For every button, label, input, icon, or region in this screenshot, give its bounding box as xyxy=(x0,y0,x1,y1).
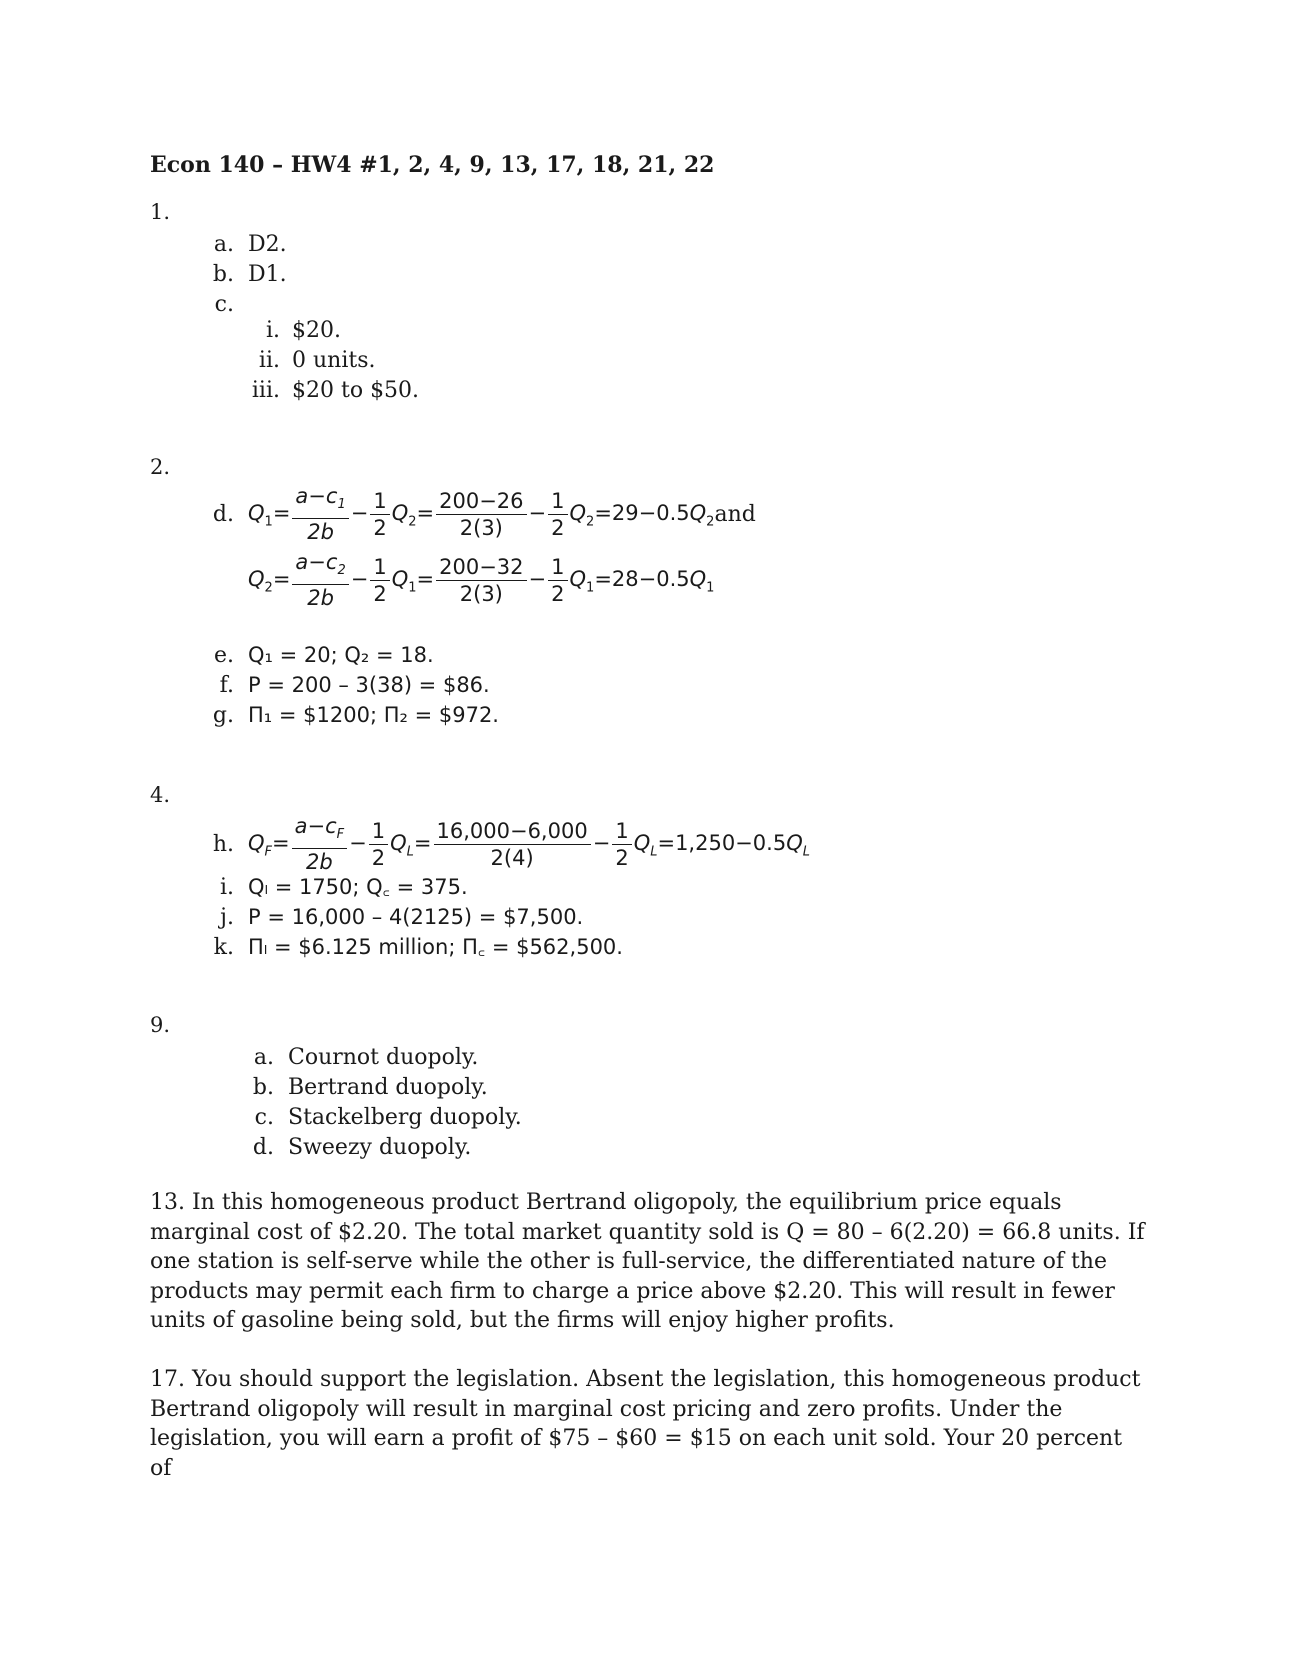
equation-q1-reaction: d. $Q_1=$ $\frac{a-c_1}{2b}$ − $\frac{1}{2}$ $Q_2=$ $\frac{200-26}{2(3)}$ − $\frac{1}{2}$ $Q_2=29-0.5Q_2$ and xyxy=(212,483,756,545)
list-item: g. Π₁ = $1200; Π₂ = $972. xyxy=(212,703,499,728)
question-9-number: 9. xyxy=(150,1013,171,1037)
list-item: b. Bertrand duopoly. xyxy=(252,1075,488,1100)
question-1-parts xyxy=(200,230,287,320)
list-item: e. Q₁ = 20; Q₂ = 18. xyxy=(213,643,434,668)
list-item: a. D2. xyxy=(213,232,287,257)
document-title: Econ 140 – HW4 #1, 2, 4, 9, 13, 17, 18, 21, 22 xyxy=(150,152,715,178)
question-4-answers xyxy=(200,872,623,962)
equation-q2-reaction: $Q_2=$ $\frac{a-c_2}{2b}$ − $\frac{1}{2}$ $Q_1=$ $\frac{200-32}{2(3)}$ − $\frac{1}{2}$ $Q_1=28-0.5Q_1$ xyxy=(248,549,715,611)
question-1-number: 1. xyxy=(150,200,171,224)
list-item: c. xyxy=(214,292,234,317)
list-item: iii. $20 to $50. xyxy=(251,378,420,403)
list-item: d. Sweezy duopoly. xyxy=(252,1135,472,1160)
list-item: j. P = 16,000 – 4(2125) = $7,500. xyxy=(220,905,584,930)
equation-follower-reaction: h. $Q_F=$ $\frac{a-c_F}{2b}$ − $\frac{1}{2}$ $Q_L=$ $\frac{16,000-6,000}{2(4)}$ − $\frac{1}{2}$ $Q_L=1,250-0.5Q_L$ xyxy=(212,813,810,875)
list-item: b. D1. xyxy=(212,262,287,287)
question-13-paragraph: 13. In this homogeneous product Bertrand oligopoly, the equilibrium price equals marginal cost of $2.20. The total market quantity sold is Q = 80 – 6(2.20) = 66.8 units. If one station is self-serve while the other is full-service, the differentiated nature of the products may permit each firm to charge a price above $2.20. This will result in fewer units of gasoline being sold, but the firms will enjoy higher profits. xyxy=(150,1190,1145,1333)
question-2-answers xyxy=(200,640,499,730)
question-4-number: 4. xyxy=(150,783,171,807)
question-17-paragraph: 17. You should support the legislation. Absent the legislation, this homogeneous product Bertrand oligopoly will result in marginal cost pricing and zero profits. Under the legislation, you will earn a profit of $75 – $60 = $15 on each unit sold. Your 20 percent of xyxy=(150,1367,1141,1481)
question-1c-subparts xyxy=(240,316,419,406)
list-item: i. Qₗ = 1750; Q꜀ = 375. xyxy=(219,875,468,900)
list-item: i. $20. xyxy=(265,318,341,343)
list-item: k. Πₗ = $6.125 million; Π꜀ = $562,500. xyxy=(213,935,623,960)
list-item: a. Cournot duopoly. xyxy=(253,1045,479,1070)
list-item: c. Stackelberg duopoly. xyxy=(254,1105,522,1130)
question-9-answers xyxy=(240,1043,522,1163)
list-item: ii. 0 units. xyxy=(258,348,376,373)
list-item: f. P = 200 – 3(38) = $86. xyxy=(219,673,490,698)
question-2-number: 2. xyxy=(150,455,171,479)
